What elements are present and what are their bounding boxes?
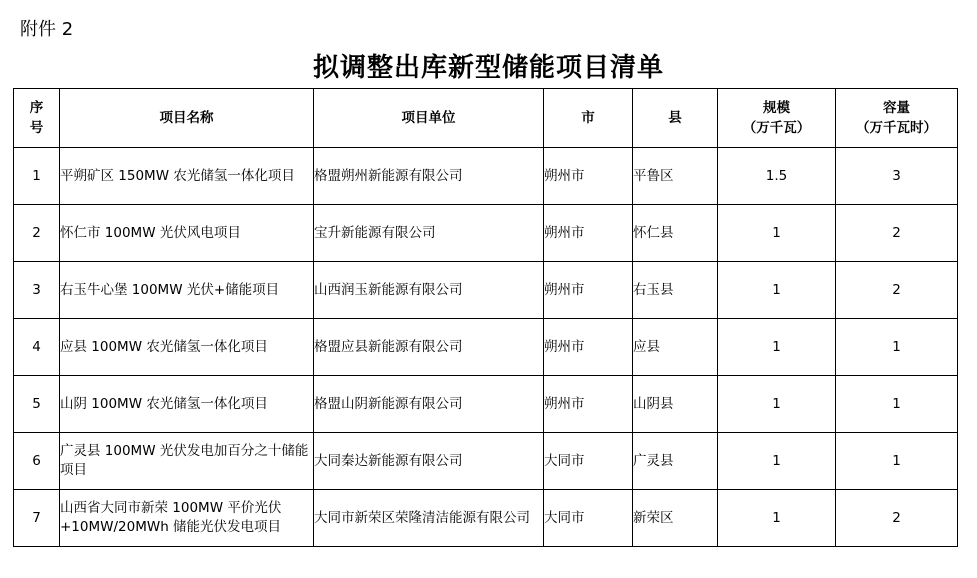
cell-project-unit: 格盟山阴新能源有限公司: [314, 376, 544, 433]
cell-county: 广灵县: [633, 433, 718, 490]
table-row: [14, 319, 958, 376]
header-scale: [718, 89, 836, 148]
table-row: [14, 376, 958, 433]
cell-index: 5: [14, 376, 60, 433]
header-city: 市: [544, 89, 633, 148]
header-project-name: 项目名称: [60, 89, 314, 148]
cell-scale: 1: [718, 490, 836, 547]
cell-index: 7: [14, 490, 60, 547]
cell-index: 3: [14, 262, 60, 319]
cell-capacity: 1: [836, 376, 958, 433]
cell-project-unit: 宝升新能源有限公司: [314, 205, 544, 262]
cell-project-unit: 山西润玉新能源有限公司: [314, 262, 544, 319]
cell-index: 6: [14, 433, 60, 490]
cell-project-unit: 格盟应县新能源有限公司: [314, 319, 544, 376]
header-index-line-2: 号: [29, 120, 44, 136]
cell-project-name: 山西省大同市新荣 100MW 平价光伏+10MW/20MWh 储能光伏发电项目: [60, 490, 314, 547]
header-index-line-1: 序: [29, 100, 44, 116]
table-row: [14, 433, 958, 490]
cell-county: 新荣区: [633, 490, 718, 547]
cell-project-name: 右玉牛心堡 100MW 光伏+储能项目: [60, 262, 314, 319]
header-scale-line-2: （万千瓦）: [742, 120, 811, 136]
cell-project-name: 平朔矿区 150MW 农光储氢一体化项目: [60, 148, 314, 205]
cell-index: 1: [14, 148, 60, 205]
header-capacity: [836, 89, 958, 148]
header-index: [14, 89, 60, 148]
cell-scale: 1: [718, 262, 836, 319]
cell-city: 朔州市: [544, 262, 633, 319]
cell-capacity: 2: [836, 490, 958, 547]
cell-city: 朔州市: [544, 205, 633, 262]
cell-county: 右玉县: [633, 262, 718, 319]
cell-city: 朔州市: [544, 319, 633, 376]
cell-project-unit: 大同市新荣区荣隆清洁能源有限公司: [314, 490, 544, 547]
cell-city: 朔州市: [544, 148, 633, 205]
cell-project-unit: 大同秦达新能源有限公司: [314, 433, 544, 490]
header-county: 县: [633, 89, 718, 148]
cell-project-name: 山阴 100MW 农光储氢一体化项目: [60, 376, 314, 433]
table-row: [14, 262, 958, 319]
cell-scale: 1: [718, 205, 836, 262]
cell-project-name: 应县 100MW 农光储氢一体化项目: [60, 319, 314, 376]
cell-county: 平鲁区: [633, 148, 718, 205]
cell-capacity: 3: [836, 148, 958, 205]
header-project-unit: 项目单位: [314, 89, 544, 148]
attachment-label: 附件 2: [20, 19, 74, 40]
cell-capacity: 1: [836, 319, 958, 376]
cell-scale: 1: [718, 376, 836, 433]
document-title: 拟调整出库新型储能项目清单: [312, 53, 664, 83]
header-capacity-line-2: （万千瓦时）: [856, 120, 937, 136]
cell-city: 大同市: [544, 490, 633, 547]
table-row: [14, 148, 958, 205]
project-table: [13, 88, 958, 547]
cell-city: 大同市: [544, 433, 633, 490]
cell-project-name: 怀仁市 100MW 光伏风电项目: [60, 205, 314, 262]
cell-capacity: 1: [836, 433, 958, 490]
cell-index: 4: [14, 319, 60, 376]
header-capacity-line-1: 容量: [883, 100, 910, 116]
cell-project-unit: 格盟朔州新能源有限公司: [314, 148, 544, 205]
cell-city: 朔州市: [544, 376, 633, 433]
cell-scale: 1: [718, 433, 836, 490]
cell-county: 应县: [633, 319, 718, 376]
cell-county: 怀仁县: [633, 205, 718, 262]
cell-capacity: 2: [836, 262, 958, 319]
table-header-row: [14, 89, 958, 148]
table-row: [14, 490, 958, 547]
cell-county: 山阴县: [633, 376, 718, 433]
cell-index: 2: [14, 205, 60, 262]
table-row: [14, 205, 958, 262]
cell-capacity: 2: [836, 205, 958, 262]
header-scale-line-1: 规模: [763, 100, 790, 116]
cell-scale: 1: [718, 319, 836, 376]
cell-scale: 1.5: [718, 148, 836, 205]
cell-project-name: 广灵县 100MW 光伏发电加百分之十储能项目: [60, 433, 314, 490]
